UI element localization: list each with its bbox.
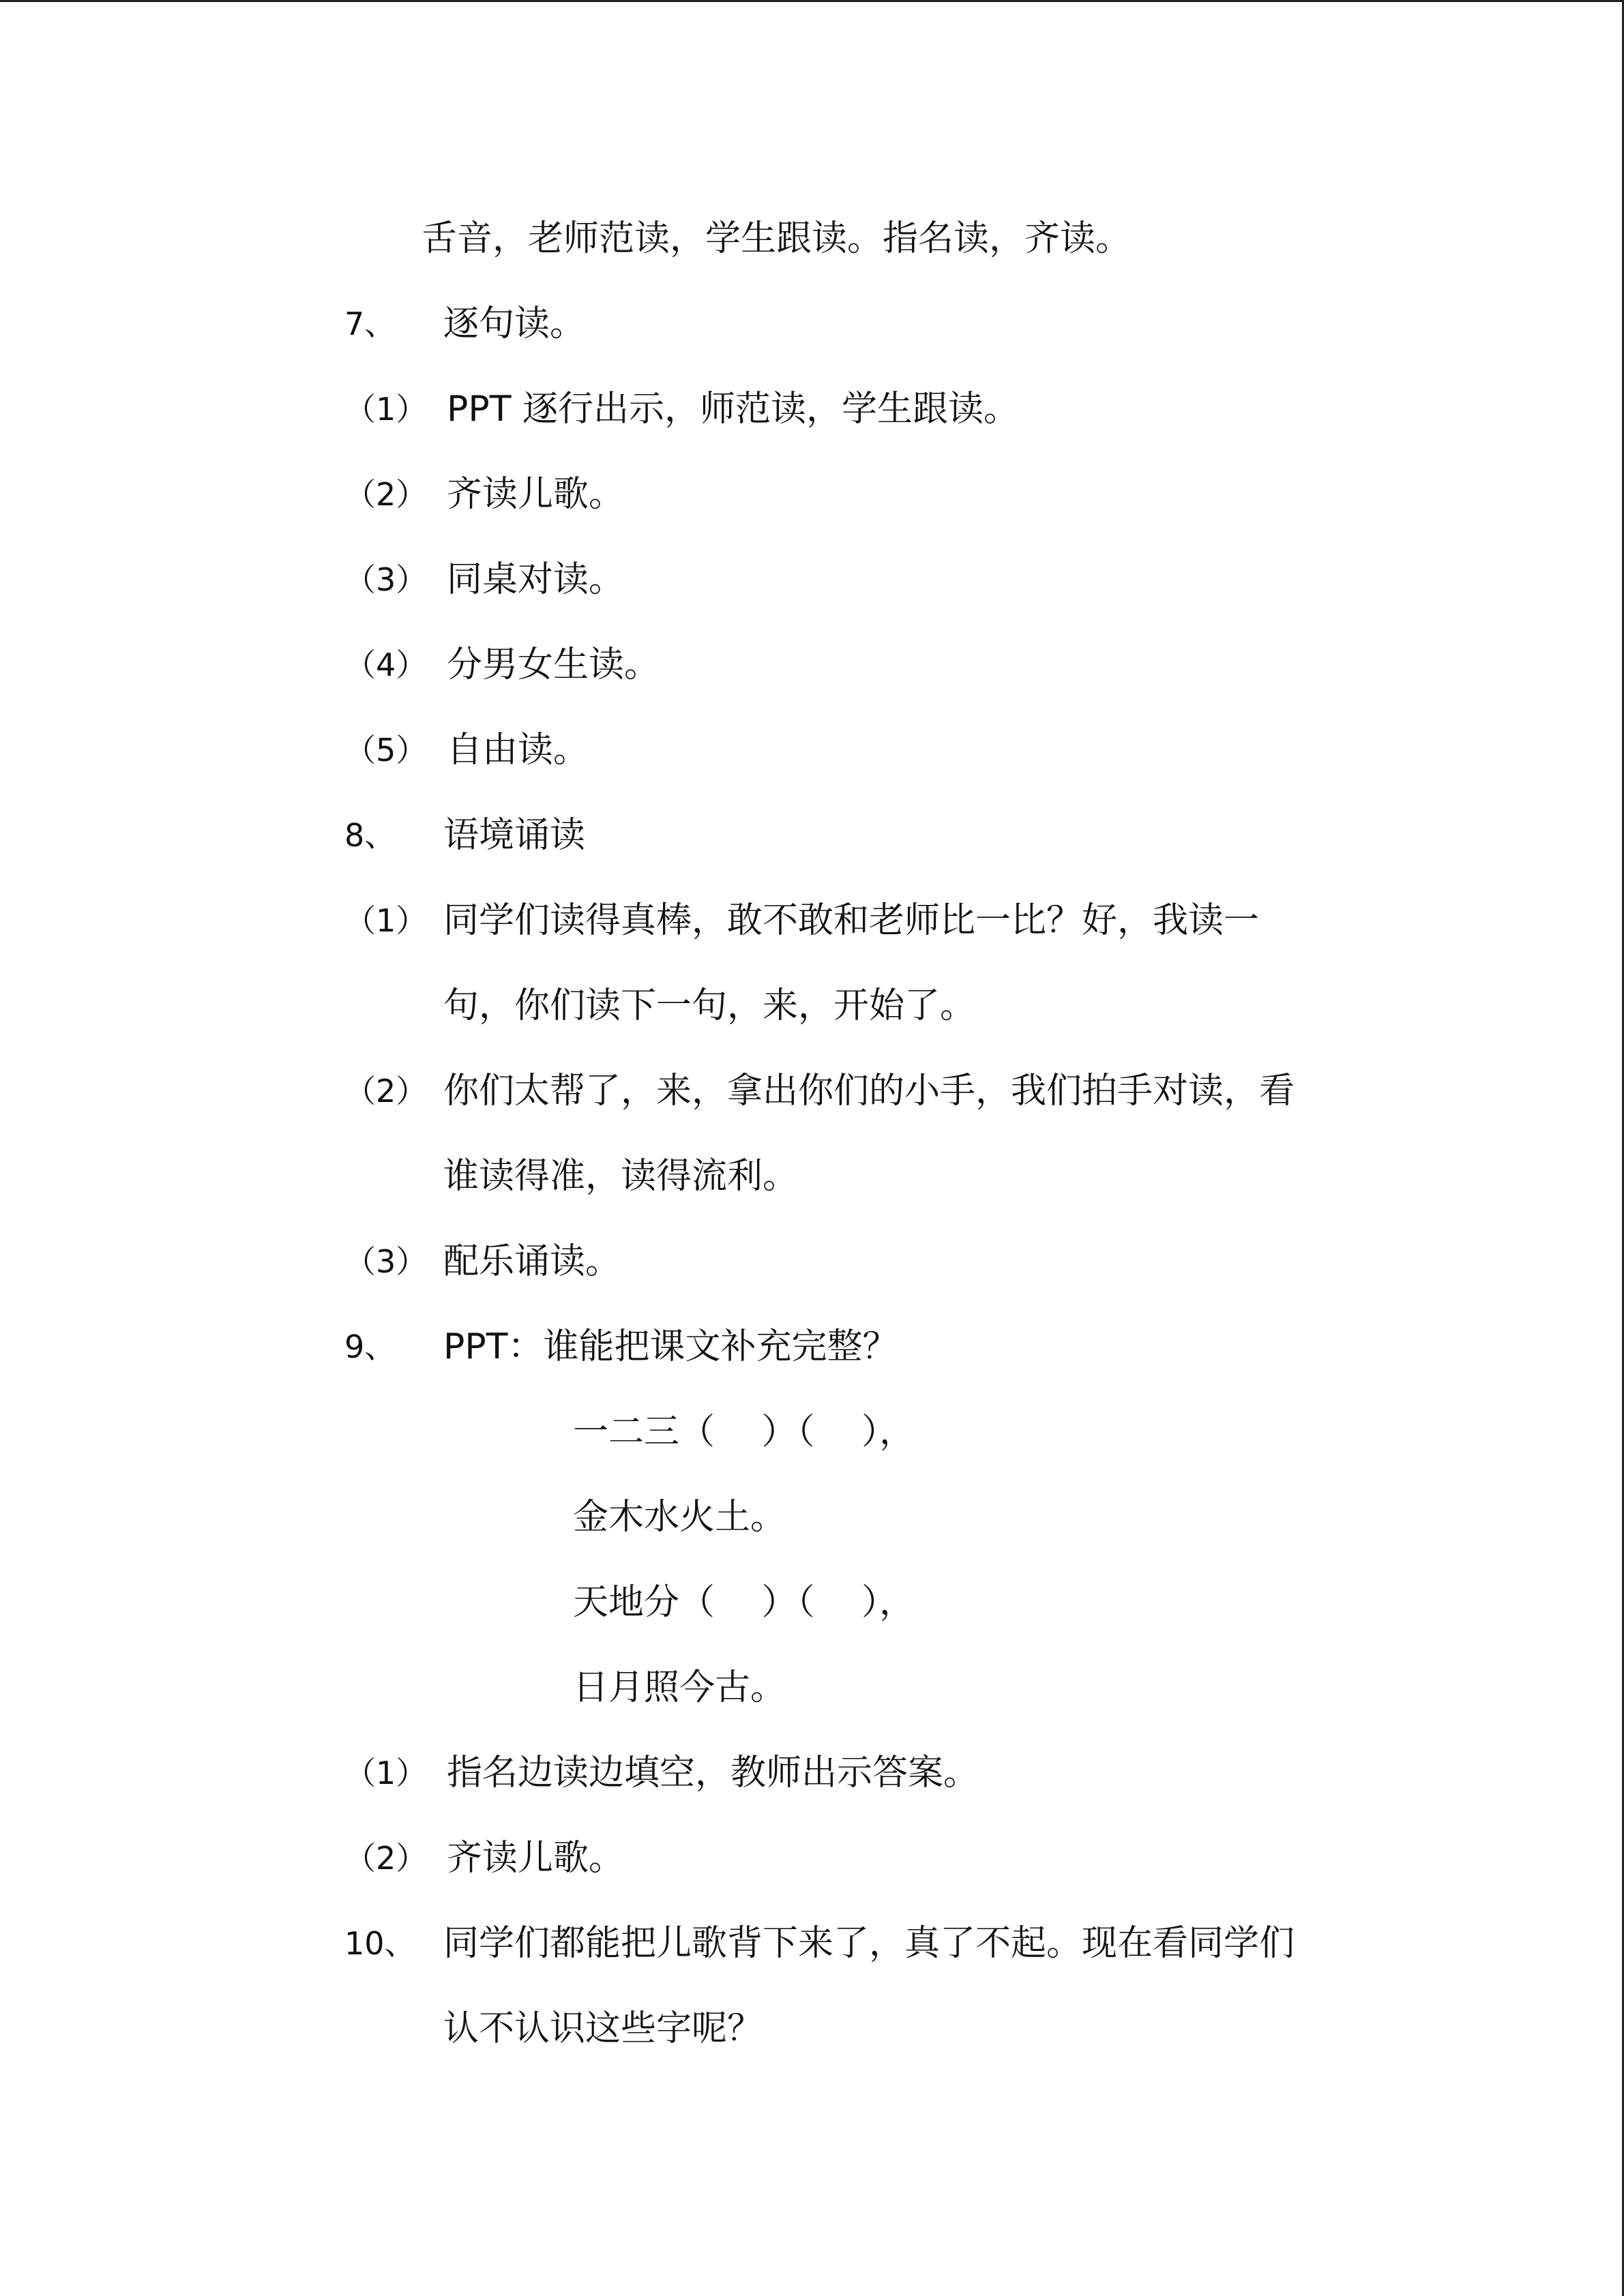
step-heading: PPT：谁能把课文补充完整？ xyxy=(443,1326,898,1367)
sub-item-marker: （1） xyxy=(344,902,428,939)
sub-item-text: 指名边读边填空，教师出示答案。 xyxy=(447,1753,979,1793)
poem-line: 天地分（ ）（ ）， xyxy=(573,1582,915,1623)
step-heading: 逐句读。 xyxy=(443,303,586,344)
sub-item-marker: （2） xyxy=(344,476,428,513)
sub-item-marker: （2） xyxy=(344,1840,428,1877)
sub-item-text: 齐读儿歌。 xyxy=(447,1838,625,1879)
poem-line: 一二三（ ）（ ）， xyxy=(573,1412,915,1452)
text-line: 舌音，老师范读，学生跟读。指名读，齐读。 xyxy=(422,218,1132,259)
sub-item-marker: （3） xyxy=(344,561,428,598)
step-number: 7、 xyxy=(344,305,396,342)
sub-item-text: 你们太帮了，来，拿出你们的小手，我们拍手对读，看 xyxy=(443,1071,1295,1112)
poem-line: 日月照今古。 xyxy=(573,1667,786,1708)
step-number: 8、 xyxy=(344,817,396,854)
step-heading-continued: 认不认识这些字呢？ xyxy=(443,2008,763,2049)
sub-item-text: 同学们读得真棒，敢不敢和老师比一比？好，我读一 xyxy=(443,900,1260,941)
step-number: 10、 xyxy=(344,1925,416,1962)
step-heading: 语境诵读 xyxy=(443,815,586,856)
sub-item-text: 齐读儿歌。 xyxy=(447,474,625,515)
page-top-border xyxy=(0,0,1624,2)
sub-item-text: 自由读。 xyxy=(447,730,589,771)
sub-item-marker: （1） xyxy=(344,1755,428,1791)
sub-item-text-continued: 谁读得准，读得流利。 xyxy=(443,1156,799,1197)
sub-item-text-continued: 句，你们读下一句，来，开始了。 xyxy=(443,985,976,1026)
sub-item-marker: （3） xyxy=(344,1243,428,1280)
sub-item-text: 分男女生读。 xyxy=(447,644,660,685)
sub-item-text: PPT 逐行出示，师范读，学生跟读。 xyxy=(447,389,1020,430)
sub-item-text: 同桌对读。 xyxy=(447,559,625,600)
sub-item-text: 配乐诵读。 xyxy=(443,1241,621,1282)
sub-item-marker: （1） xyxy=(344,391,428,428)
step-number: 9、 xyxy=(344,1328,396,1365)
step-heading: 同学们都能把儿歌背下来了，真了不起。现在看同学们 xyxy=(443,1923,1295,1964)
sub-item-marker: （2） xyxy=(344,1073,428,1109)
sub-item-marker: （4） xyxy=(344,646,428,683)
sub-item-marker: （5） xyxy=(344,732,428,769)
poem-line: 金木水火土。 xyxy=(573,1497,786,1538)
